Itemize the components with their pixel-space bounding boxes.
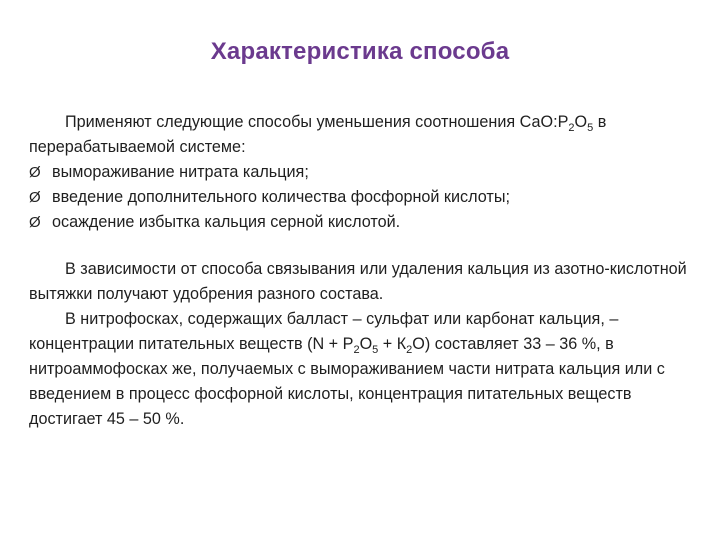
intro-subscript: 2 xyxy=(568,122,575,135)
bullet-item xyxy=(29,160,699,185)
intro-text: О xyxy=(574,113,588,131)
intro-paragraph xyxy=(29,110,699,160)
paragraph-text: В нитрофосках, содержащих балласт – сульфат или карбонат кальция, – концентрации питательных веществ (N + Р xyxy=(29,310,619,353)
paragraph-subscript: 5 xyxy=(372,344,379,357)
arrow-bullet-icon: Ø xyxy=(29,214,41,231)
paragraph-concentration xyxy=(29,307,699,432)
slide-body xyxy=(29,110,699,432)
bullet-text: введение дополнительного количества фосфорной кислоты; xyxy=(52,188,510,206)
paragraph-text: О) составляет 33 – 36 %, в нитроаммофосках же, получаемых с вымораживанием части нитрата кальция или с введением в процесс фосфорной кислоты, концентрация питательных веществ достигает 45 – 50 %. xyxy=(29,335,665,428)
bullet-item xyxy=(29,210,699,235)
arrow-bullet-icon: Ø xyxy=(29,164,41,181)
intro-text: в перерабатываемой системе: xyxy=(29,113,607,156)
paragraph-text: О xyxy=(359,335,373,353)
paragraph-composition: В зависимости от способа связывания или удаления кальция из азотно-кислотной вытяжки получают удобрения разного состава. xyxy=(29,260,687,303)
paragraph-subscript: 2 xyxy=(406,344,413,357)
spacer xyxy=(29,235,699,257)
paragraph-text: + К xyxy=(378,335,407,353)
intro-subscript: 5 xyxy=(587,122,594,135)
intro-text: Применяют следующие способы уменьшения соотношения СаО:Р xyxy=(65,113,569,131)
bullet-item xyxy=(29,185,699,210)
bullet-text: осаждение избытка кальция серной кислотой. xyxy=(52,213,401,231)
slide-title: Характеристика способа xyxy=(210,38,510,65)
bullet-text: вымораживание нитрата кальция; xyxy=(52,163,309,181)
arrow-bullet-icon: Ø xyxy=(29,189,41,206)
paragraph-subscript: 2 xyxy=(353,344,360,357)
